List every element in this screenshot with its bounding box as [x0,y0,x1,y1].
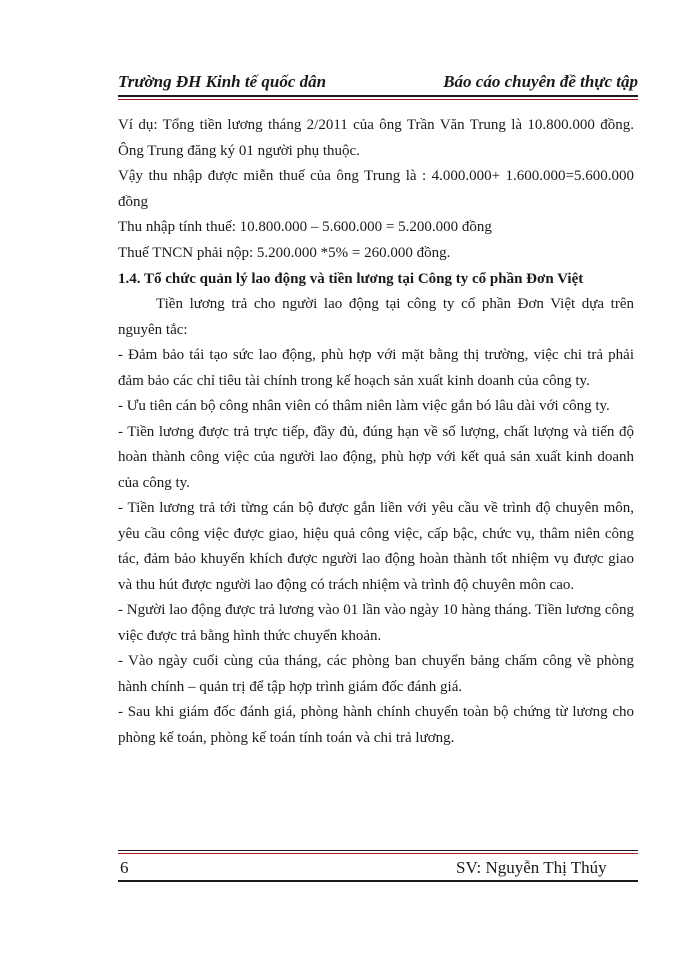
principle-item: - Sau khi giám đốc đánh giá, phòng hành chính chuyển toàn bộ chứng từ lương cho phòng kế toán, phòng kế toán tính toán và chi trả lương. [118,704,634,746]
page-header [118,72,638,94]
example-line-3: Thu nhập tính thuế: 10.800.000 – 5.600.000 = 5.200.000 đồng [118,219,492,235]
page-footer [118,858,638,880]
section-heading: 1.4. Tổ chức quản lý lao động và tiền lương tại Công ty cổ phần Đơn Việt [118,271,584,287]
principle-item: - Tiền lương được trả trực tiếp, đầy đủ, đúng hạn về số lượng, chất lượng và tiến độ hoàn thành công việc của người lao động, phù hợp với kết quả sản xuất kinh doanh của công ty. [118,423,634,491]
example-line-4: Thuế TNCN phải nộp: 5.200.000 *5% = 260.000 đồng. [118,244,451,261]
section-intro: Tiền lương trả cho người lao động tại công ty cổ phần Đơn Việt dựa trên nguyên tắc: [118,296,634,338]
header-report-title: Báo cáo chuyên đề thực tập [443,72,638,91]
principle-item: - Vào ngày cuối cùng của tháng, các phòng ban chuyển bảng chấm công về phòng hành chính – quản trị để tập hợp trình giám đốc đánh giá. [118,653,634,695]
footer-rule-accent [118,853,638,854]
example-line-1: Ví dụ: Tổng tiền lương tháng 2/2011 của ông Trần Văn Trung là 10.800.000 đồng. Ông Trung đăng ký 01 người phụ thuộc. [118,117,634,159]
page-content [118,113,634,751]
header-university: Trường ĐH Kinh tế quốc dân [118,72,327,91]
footer-rule-bottom [118,880,638,882]
footer-rule-top [118,850,638,851]
principle-item: - Ưu tiên cán bộ công nhân viên có thâm niên làm việc gắn bó lâu dài với công ty. [118,398,610,414]
example-line-2: Vậy thu nhập được miễn thuế của ông Trung là : 4.000.000+ 1.600.000=5.600.000 đồng [118,168,634,210]
page-number: 6 [120,858,129,877]
principle-item: - Người lao động được trả lương vào 01 lần vào ngày 10 hàng tháng. Tiền lương công việc được trả bằng hình thức chuyển khoản. [118,602,634,644]
header-rule-thick [118,95,638,97]
student-name: SV: Nguyễn Thị Thúy [456,858,607,877]
principle-item: - Tiền lương trả tới từng cán bộ được gắn liền với yêu cầu về trình độ chuyên môn, yêu cầu công việc được giao, hiệu quả công việc, cấp bậc, chức vụ, thâm niên công tác, đảm bảo khuyến khích được người lao động hoàn thành tốt nhiệm vụ được giao và thu hút được người lao động có trách nhiệm và trình độ chuyên môn cao. [118,500,634,593]
principle-item: - Đảm bảo tái tạo sức lao động, phù hợp với mặt bằng thị trường, việc chi trả phải đảm bảo các chỉ tiêu tài chính trong kế hoạch sản xuất kinh doanh của công ty. [118,347,634,389]
header-rule-accent [118,99,638,100]
